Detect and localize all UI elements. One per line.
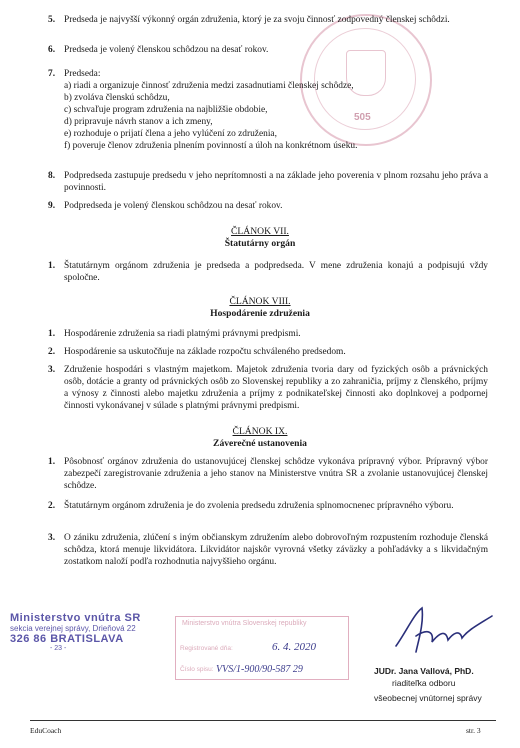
- handwritten-signature: [388, 602, 498, 658]
- footer-brand: EduCoach: [30, 726, 62, 735]
- sub-item: b) zvoláva členskú schôdzu,: [64, 93, 170, 103]
- footer-divider: [30, 720, 496, 721]
- registration-number: VVS/1-900/90-587 29: [216, 664, 303, 675]
- signature-block: JUDr. Jana Vallová, PhD. riaditeľka odboru všeobecnej vnútornej správy: [374, 666, 482, 703]
- list-item: 5. Predseda je najvyšší výkonný orgán združenia, ktorý je za svoju činnosť zodpovedný členskej schôdzi.: [48, 15, 450, 25]
- list-item: 1. Štatutárnym orgánom združenia je predseda a podpredseda. V mene združenia konajú a podpisujú vždy spoločne.: [48, 261, 488, 283]
- list-item: 2. Štatutárnym orgánom združenia je do zvolenia predsedu združenia splnomocnenec prípravného výboru.: [48, 501, 454, 511]
- list-item: 8. Podpredseda zastupuje predsedu v jeho neprítomnosti a na základe jeho poverenia v plnom rozsahu jeho práva a povinnosti.: [48, 171, 488, 193]
- sub-item: e) rozhoduje o prijatí člena a jeho vylúčení zo združenia,: [64, 129, 277, 139]
- list-item: 9. Podpredseda je volený členskou schôdzou na desať rokov.: [48, 201, 283, 211]
- list-item: 1. Pôsobnosť orgánov združenia do ustanovujúcej členskej schôdze vykonáva prípravný výbor. Prípravný výbor zabezpečí zaregistrovanie združenia a jeho stanov na Ministerstve vnútra SR a zvolanie ustanovujúcej členskej schôdze.: [48, 457, 488, 491]
- sub-item: d) pripravuje návrh stanov a ich zmeny,: [64, 117, 213, 127]
- list-item: 6. Predseda je volený členskou schôdzou na desať rokov.: [48, 45, 269, 55]
- registration-stamp: Ministerstvo vnútra Slovenskej republiky Registrované dňa: Číslo spisu: 6. 4. 2020 VVS/1-900/90-587 29: [175, 616, 349, 680]
- page-number: str. 3: [466, 726, 481, 735]
- article-heading: ČLÁNOK IX. Záverečné ustanovenia: [213, 426, 307, 449]
- sub-item: a) riadi a organizuje činnosť združenia medzi zasadnutiami členskej schôdze,: [64, 81, 354, 91]
- round-seal-stamp: 505: [300, 14, 432, 146]
- ministry-stamp: Ministerstvo vnútra SR sekcia verejnej správy, Drieňová 22 326 86 BRATISLAVA - 23 -: [10, 612, 141, 652]
- registration-date: 6. 4. 2020: [272, 641, 316, 653]
- list-item: 3. Združenie hospodári s vlastným majetkom. Majetok združenia tvoria dary od fyzických osôb a právnických osôb, dotácie a granty od právnických osôb zo Slovenskej republiky a zo zahraničia, príjmy z členského, príjmy a výnosy z činnosti alebo majetku združenia a príjmy z podnikateľskej činnosti ako doplnkovej a podpornej činnosti vykonávanej v súlade s platnými právnymi predpismi.: [48, 365, 488, 411]
- list-item: 7. Predseda: a) riadi a organizuje činnosť združenia medzi zasadnutiami členskej schôdze, b) zvoláva členskú schôdzu, c) schvaľuje program združenia na najbližšie obdobie, d) pripravuje návrh stanov a ich zmeny, e) rozhoduje o prijatí člena a jeho vylúčení zo združenia, f) poveruje členov združenia plnením povinností a úloh na konkrétnom úseku.: [48, 68, 488, 152]
- sub-list: [64, 80, 488, 152]
- sub-item: c) schvaľuje program združenia na najbližšie obdobie,: [64, 105, 268, 115]
- list-item: 3. O zániku združenia, zlúčení s iným občianskym združením alebo dobrovoľným rozpustením rozhoduje členská schôdza, ktorá menuje likvidátora. Likvidátor najskôr vyrovná všetky záväzky a pohľadávky a s likvidačným zostatkom naloží podľa rozhodnutia najvyššieho orgánu.: [48, 533, 488, 567]
- article-heading: ČLÁNOK VIII. Hospodárenie združenia: [210, 296, 310, 319]
- sub-item: f) poveruje členov združenia plnením povinností a úloh na konkrétnom úseku.: [64, 141, 358, 151]
- article-heading: ČLÁNOK VII. Štatutárny orgán: [224, 226, 296, 249]
- list-item: 2. Hospodárenie sa uskutočňuje na základe rozpočtu schváleného predsedom.: [48, 347, 346, 357]
- list-item: 1. Hospodárenie združenia sa riadi platnými právnymi predpismi.: [48, 329, 301, 339]
